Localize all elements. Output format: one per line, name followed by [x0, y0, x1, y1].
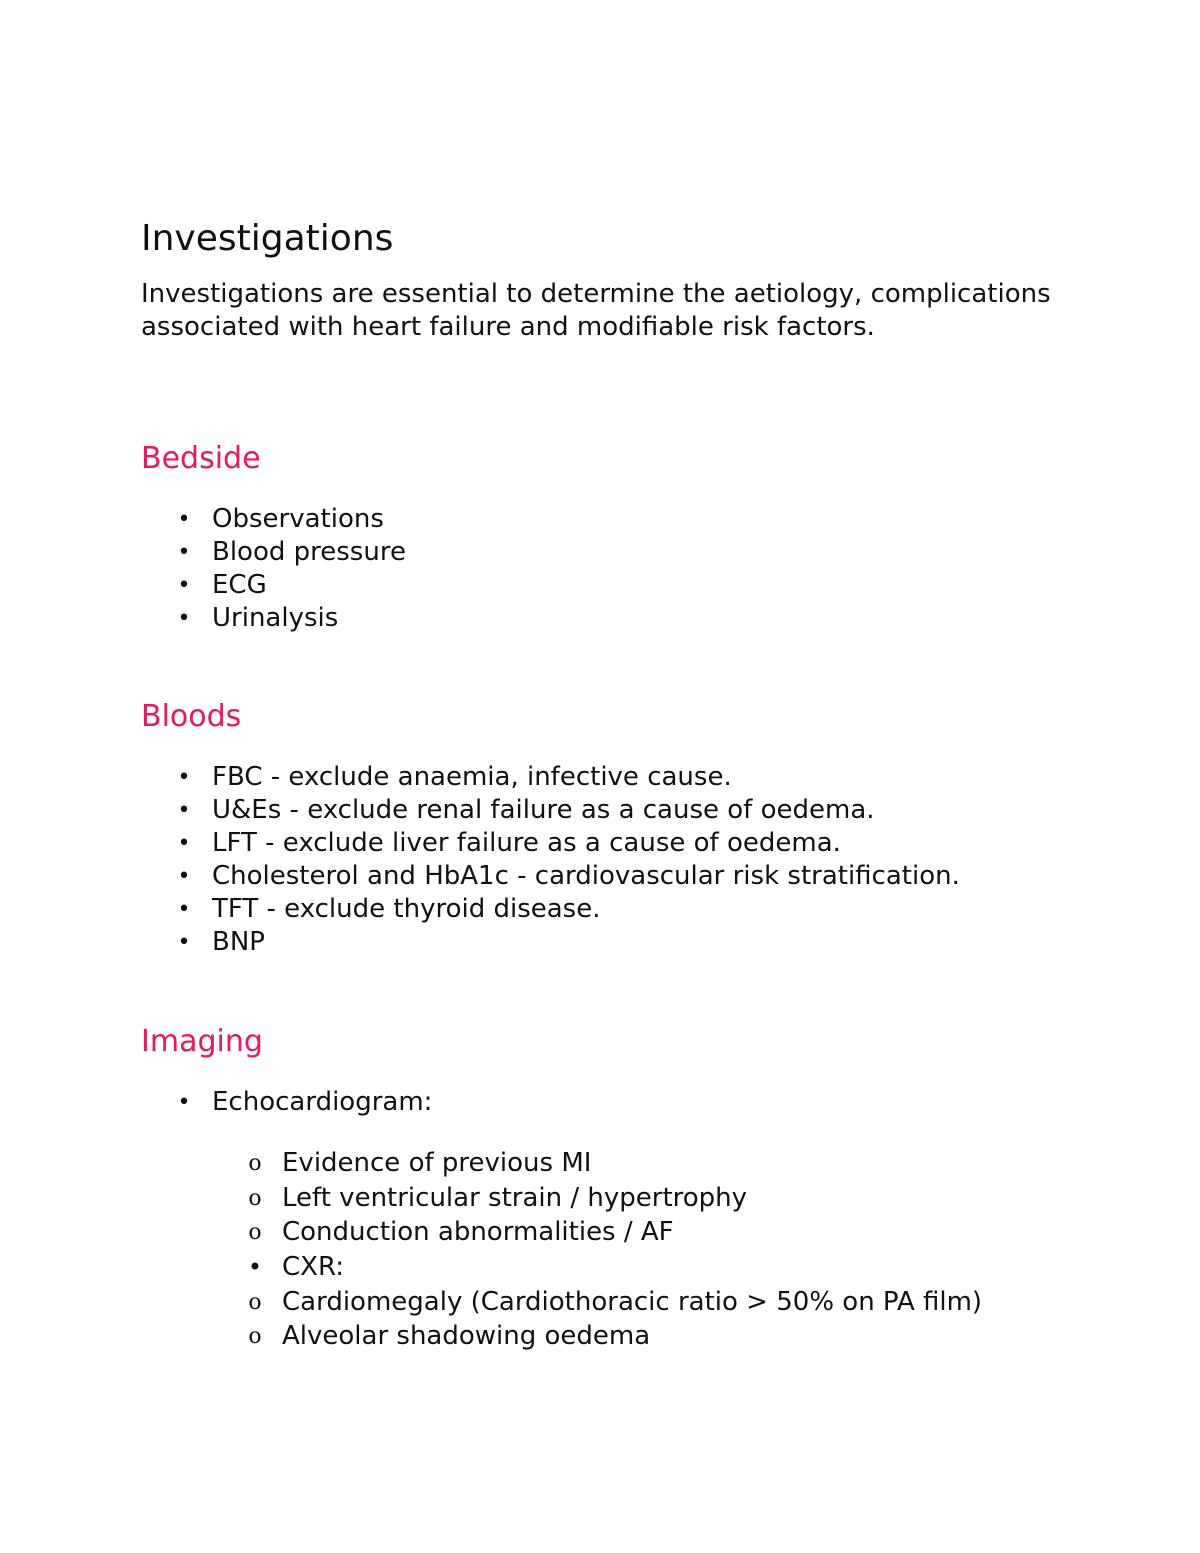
bullet-icon: •: [177, 765, 191, 790]
section-heading-imaging: Imaging: [141, 1024, 263, 1059]
sub-list-item: [141, 1251, 1002, 1284]
sub-list-item: [141, 1182, 1002, 1215]
bullet-icon: •: [177, 864, 191, 889]
bullet-icon: •: [177, 507, 191, 532]
sub-list-item: [141, 1147, 1002, 1180]
bullet-icon: •: [177, 606, 191, 631]
circle-bullet-icon: o: [248, 1186, 262, 1211]
sub-list-item: [141, 1320, 1002, 1353]
list-item-text: Urinalysis: [212, 603, 339, 633]
list-item: [141, 602, 1071, 635]
list-item-text: Cardiomegaly (Cardiothoracic ratio > 50% on PA film): [282, 1287, 983, 1317]
imaging-sub-list: [141, 1147, 1071, 1353]
list-item-text: U&Es - exclude renal failure as a cause of oedema.: [212, 795, 875, 825]
bloods-list: [141, 761, 1071, 959]
sub-list-item: [141, 1286, 1002, 1319]
list-item-text: CXR:: [282, 1252, 344, 1282]
circle-bullet-icon: o: [248, 1220, 262, 1245]
intro-paragraph: Investigations are essential to determine the aetiology, complications associated with heart failure and modifiable risk factors.: [141, 279, 1051, 342]
list-item-text: Evidence of previous MI: [282, 1148, 592, 1178]
list-item: [141, 893, 1071, 926]
section-heading-bedside: Bedside: [141, 441, 261, 476]
list-item: [141, 794, 1071, 827]
list-item: [141, 860, 1071, 893]
list-item: [141, 926, 1071, 959]
list-item: [141, 827, 1071, 860]
bullet-icon: •: [177, 573, 191, 598]
circle-bullet-icon: o: [248, 1290, 262, 1315]
list-item-text: Blood pressure: [212, 537, 406, 567]
bullet-icon: •: [177, 831, 191, 856]
bedside-list: [141, 503, 1071, 635]
bullet-icon: •: [247, 1253, 263, 1281]
circle-bullet-icon: o: [248, 1324, 262, 1349]
list-item-text: LFT - exclude liver failure as a cause of oedema.: [212, 828, 841, 858]
imaging-list: [141, 1086, 1071, 1119]
list-item-text: ECG: [212, 570, 267, 600]
list-item-text: Echocardiogram:: [212, 1087, 433, 1117]
bullet-icon: •: [177, 930, 191, 955]
list-item-text: Conduction abnormalities / AF: [282, 1217, 674, 1247]
section-heading-bloods: Bloods: [141, 699, 242, 734]
list-item-text: Cholesterol and HbA1c - cardiovascular risk stratification.: [212, 861, 960, 891]
bullet-icon: •: [177, 798, 191, 823]
circle-bullet-icon: o: [248, 1151, 262, 1176]
bullet-icon: •: [177, 1090, 191, 1115]
list-item: [141, 536, 1071, 569]
page-title: Investigations: [141, 218, 394, 259]
list-item-text: Left ventricular strain / hypertrophy: [282, 1183, 748, 1213]
list-item-text: Observations: [212, 504, 384, 534]
sub-list-item: [141, 1216, 1002, 1249]
list-item-text: BNP: [212, 927, 265, 957]
bullet-icon: •: [177, 540, 191, 565]
list-item-text: FBC - exclude anaemia, infective cause.: [212, 762, 732, 792]
list-item: [141, 761, 1071, 794]
list-item: [141, 569, 1071, 602]
list-item: [141, 1086, 1071, 1119]
bullet-icon: •: [177, 897, 191, 922]
list-item-text: Alveolar shadowing oedema: [282, 1321, 651, 1351]
list-item: [141, 503, 1071, 536]
list-item-text: TFT - exclude thyroid disease.: [212, 894, 601, 924]
